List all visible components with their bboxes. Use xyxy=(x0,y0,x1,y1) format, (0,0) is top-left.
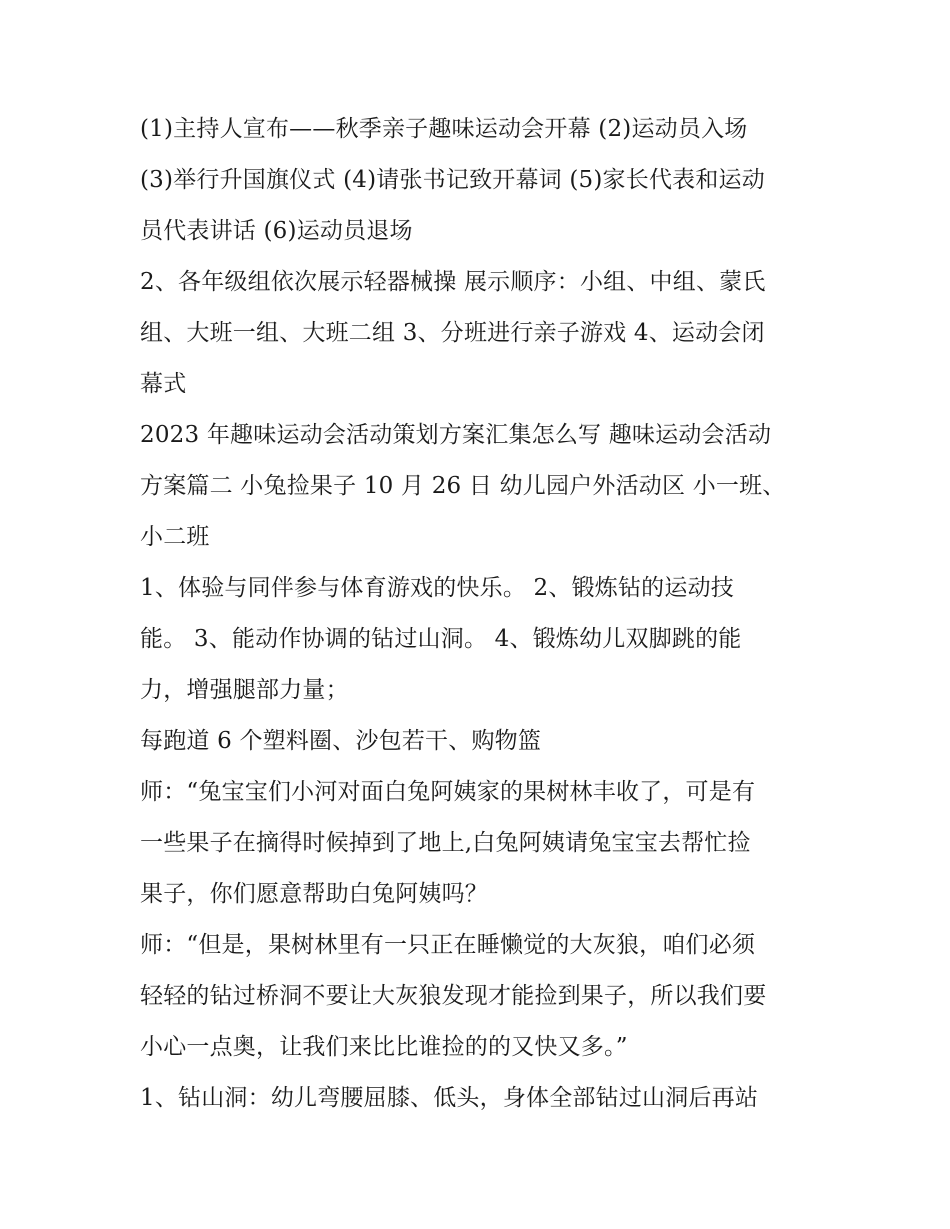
text-line: 幕式 xyxy=(140,371,187,397)
text-line: 师：“兔宝宝们小河对面白兔阿姨家的果树林丰收了，可是有 xyxy=(140,779,756,805)
text-line: 小二班 xyxy=(140,524,210,550)
text-line: 2、各年级组依次展示轻器械操 展示顺序：小组、中组、蒙氏 xyxy=(140,269,766,295)
document-body xyxy=(140,104,830,1124)
text-line: 方案篇二 小兔捡果子 10 月 26 日 幼儿园户外活动区 小一班、 xyxy=(140,473,786,499)
text-line: 1、钻山洞：幼儿弯腰屈膝、低头，身体全部钻过山洞后再站 xyxy=(140,1085,759,1111)
text-line: 员代表讲话 (6)运动员退场 xyxy=(140,218,413,244)
text-line: 2023 年趣味运动会活动策划方案汇集怎么写 趣味运动会活动 xyxy=(140,422,772,448)
text-line: 师：“但是，果树林里有一只正在睡懒觉的大灰狼，咱们必须 xyxy=(140,932,756,958)
text-line: 能。 3、能动作协调的钻过山洞。 4、锻炼幼儿双脚跳的能 xyxy=(140,626,742,652)
text-line: 每跑道 6 个塑料圈、沙包若干、购物篮 xyxy=(140,728,542,754)
text-line: 果子，你们愿意帮助白兔阿姨吗？ xyxy=(140,881,488,907)
text-line: 组、大班一组、大班二组 3、分班进行亲子游戏 4、运动会闭 xyxy=(140,320,765,346)
text-line: 1、体验与同伴参与体育游戏的快乐。 2、锻炼钻的运动技 xyxy=(140,575,734,601)
text-line: 轻轻的钻过桥洞不要让大灰狼发现才能捡到果子，所以我们要 xyxy=(140,983,767,1009)
text-line: (1)主持人宣布——秋季亲子趣味运动会开幕 (2)运动员入场 xyxy=(140,116,748,142)
text-line: 一些果子在摘得时候掉到了地上,白兔阿姨请兔宝宝去帮忙捡 xyxy=(140,830,751,856)
text-line: 力，增强腿部力量； xyxy=(140,677,349,703)
text-line: (3)举行升国旗仪式 (4)请张书记致开幕词 (5)家长代表和运动 xyxy=(140,167,765,193)
text-line: 小心一点奥，让我们来比比谁捡的的又快又多。” xyxy=(140,1034,628,1060)
